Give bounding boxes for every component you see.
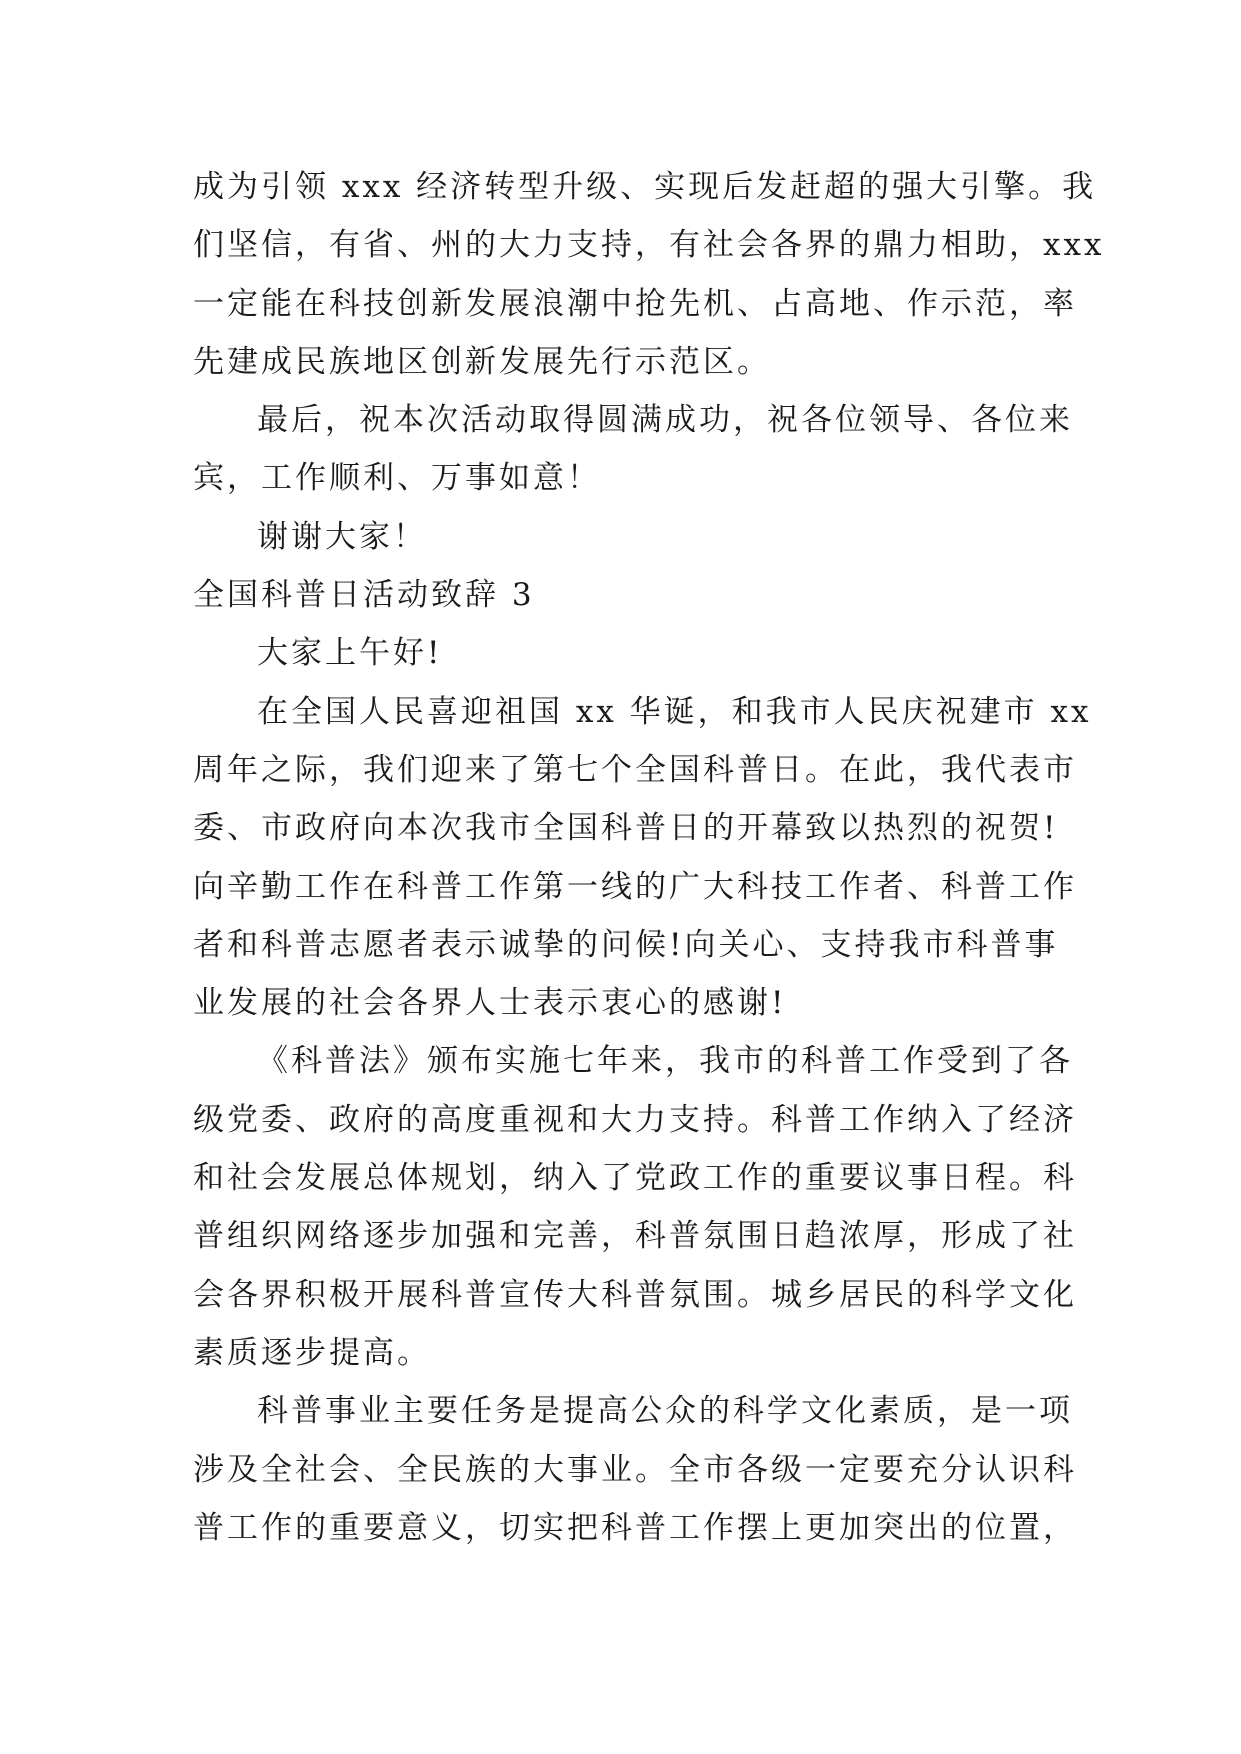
text-line: 和社会发展总体规划，纳入了党政工作的重要议事日程。科 [193,1160,1077,1197]
text-line: 们坚信，有省、州的大力支持，有社会各界的鼎力相助，xxx [193,227,1105,264]
text-line: 一定能在科技创新发展浪潮中抢先机、占高地、作示范，率 [193,285,1077,322]
paragraph-start-line: 最后，祝本次活动取得圆满成功，祝各位领导、各位来 [257,402,1073,439]
section-heading: 全国科普日活动致辞 3 [193,577,535,614]
text-line: 周年之际，我们迎来了第七个全国科普日。在此，我代表市 [193,751,1077,788]
paragraph-start-line: 在全国人民喜迎祖国 xx 华诞，和我市人民庆祝建市 xx [257,693,1092,730]
text-line: 级党委、政府的高度重视和大力支持。科普工作纳入了经济 [193,1101,1077,1138]
text-line: 者和科普志愿者表示诚挚的问候!向关心、支持我市科普事 [193,926,1059,963]
text-line: 先建成民族地区创新发展先行示范区。 [193,343,771,380]
text-line: 普工作的重要意义，切实把科普工作摆上更加突出的位置， [193,1509,1077,1546]
paragraph-start-line: 科普事业主要任务是提高公众的科学文化素质，是一项 [257,1393,1073,1430]
text-line: 涉及全社会、全民族的大事业。全市各级一定要充分认识科 [193,1451,1077,1488]
text-line: 会各界积极开展科普宣传大科普氛围。城乡居民的科学文化 [193,1276,1077,1313]
text-line: 普组织网络逐步加强和完善，科普氛围日趋浓厚，形成了社 [193,1218,1077,1255]
paragraph-start-line: 谢谢大家！ [257,518,427,555]
text-line: 成为引领 xxx 经济转型升级、实现后发赶超的强大引擎。我 [193,169,1097,205]
document-body [193,158,1105,1557]
text-line: 宾，工作顺利、万事如意！ [193,460,601,497]
text-line: 向辛勤工作在科普工作第一线的广大科技工作者、科普工作 [193,868,1077,905]
text-line: 素质逐步提高。 [193,1334,431,1371]
text-line: 委、市政府向本次我市全国科普日的开幕致以热烈的祝贺! [193,810,1059,847]
greeting-line: 大家上午好! [257,635,443,672]
text-line: 业发展的社会各界人士表示衷心的感谢! [193,985,787,1022]
paragraph-start-line: 《科普法》颁布实施七年来，我市的科普工作受到了各 [257,1043,1073,1080]
